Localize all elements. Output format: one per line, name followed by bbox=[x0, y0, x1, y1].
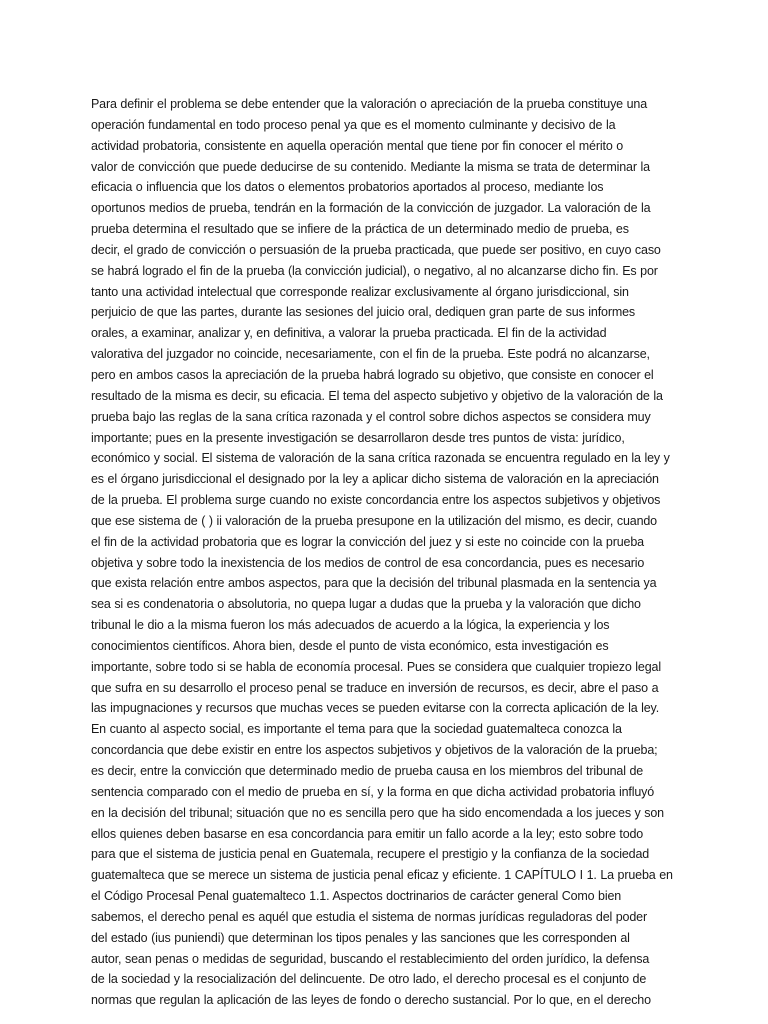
text-line: objetiva y sobre todo la inexistencia de los medios de control de esa concordancia, pues es necesario bbox=[91, 555, 645, 570]
text-line: tribunal le dio a la misma fueron los más adecuados de acuerdo a la lógica, la experiencia y los bbox=[91, 618, 610, 633]
text-line: prueba bajo las reglas de la sana crítica razonada y el control sobre dichos aspectos se considera muy bbox=[91, 409, 651, 424]
text-line: que exista relación entre ambos aspectos, para que la decisión del tribunal plasmada en la sentencia ya bbox=[91, 576, 657, 591]
text-line: se habrá logrado el fin de la prueba (la convicción judicial), o negativo, al no alcanzarse dicho fin. Es por bbox=[91, 263, 658, 278]
text-line: de la prueba. El problema surge cuando no existe concordancia entre los aspectos subjetivos y objetivos bbox=[91, 493, 661, 508]
text-line: en la decisión del tribunal; situación que no es sencilla pero que ha sido encomendada a los jueces y son bbox=[91, 805, 664, 820]
text-line: actividad probatoria, consistente en aquella operación mental que tiene por fin conocer el mérito o bbox=[91, 138, 624, 153]
text-line: económico y social. El sistema de valoración de la sana crítica razonada se encuentra regulado en la ley y bbox=[91, 451, 670, 466]
text-line: las impugnaciones y recursos que muchas veces se pueden evitarse con la correcta aplicación de la ley. bbox=[91, 701, 660, 716]
text-line: el fin de la actividad probatoria que es lograr la convicción del juez y si este no coincide con la prueba bbox=[91, 534, 644, 549]
text-line: sea si es condenatoria o absolutoria, no quepa lugar a dudas que la prueba y la valoración que dicho bbox=[91, 597, 641, 612]
text-line: autor, sean penas o medidas de seguridad, buscando el restablecimiento del orden jurídico, la defensa bbox=[91, 951, 650, 966]
text-line: oportunos medios de prueba, tendrán en la formación de la convicción de juzgador. La valoración de la bbox=[91, 201, 651, 216]
text-line: importante; pues en la presente investigación se desarrollaron desde tres puntos de vista: jurídico, bbox=[91, 430, 625, 445]
text-line: perjuicio de que las partes, durante las sesiones del juicio oral, dediquen gran parte de sus informes bbox=[91, 305, 635, 320]
text-line: normas que regulan la aplicación de las leyes de fondo o derecho sustancial. Por lo que, en el derecho bbox=[91, 993, 651, 1008]
text-line: es decir, entre la convicción que determinado medio de prueba causa en los miembros del tribunal de bbox=[91, 764, 644, 778]
text-line: concordancia que debe existir en entre los aspectos subjetivos y objetivos de la valoración de la prueba; bbox=[91, 743, 658, 758]
text-line: tanto una actividad intelectual que corresponde realizar exclusivamente al órgano jurisdiccional, sin bbox=[91, 284, 629, 299]
text-line: pero en ambos casos la apreciación de la prueba habrá logrado su objetivo, que consiste en conocer el bbox=[91, 367, 654, 382]
text-line: resultado de la misma es decir, su eficacia. El tema del aspecto subjetivo y objetivo de la valoración de la bbox=[91, 388, 663, 403]
text-line: eficacia o influencia que los datos o elementos probatorios aportados al proceso, mediante los bbox=[91, 180, 604, 195]
text-line: del estado (ius puniendi) que determinan los tipos penales y las sanciones que les corresponden al bbox=[91, 930, 630, 945]
text-line: sabemos, el derecho penal es aquél que estudia el sistema de normas jurídicas reguladoras del poder bbox=[91, 909, 647, 924]
text-line: es el órgano jurisdiccional el designado por la ley a aplicar dicho sistema de valoración en la apreciación bbox=[91, 472, 659, 487]
text-line: valor de convicción que puede deducirse de su contenido. Mediante la misma se trata de determinar la bbox=[91, 159, 650, 174]
text-line: orales, a examinar, analizar y, en definitiva, a valorar la prueba practicada. El fin de la actividad bbox=[91, 326, 607, 341]
text-line: para que el sistema de justicia penal en Guatemala, recupere el prestigio y la confianza de la sociedad bbox=[91, 847, 650, 862]
text-line: que sufra en su desarrollo el proceso penal se traduce en inversión de recursos, es decir, abre el paso a bbox=[91, 680, 659, 695]
text-line: Para definir el problema se debe entender que la valoración o apreciación de la prueba constituye una bbox=[91, 97, 647, 111]
text-line: sentencia comparado con el medio de prueba en sí, y la forma en que dicha actividad probatoria influyó bbox=[91, 784, 655, 799]
document-body-text bbox=[91, 94, 691, 1011]
text-line: guatemalteca que se merece un sistema de justicia penal eficaz y eficiente. 1 CAPÍTULO I 1. La prueba en bbox=[91, 868, 673, 883]
text-line: valorativa del juzgador no coincide, necesariamente, con el fin de la prueba. Este podrá no alcanzarse, bbox=[91, 347, 650, 362]
text-line: de la sociedad y la resocialización del delincuente. De otro lado, el derecho procesal es el conjunto de bbox=[91, 972, 647, 987]
text-line: operación fundamental en todo proceso penal ya que es el momento culminante y decisivo de la bbox=[91, 117, 616, 132]
text-line: decir, el grado de convicción o persuasión de la prueba practicada, que puede ser positivo, en cuyo caso bbox=[91, 242, 661, 257]
text-line: importante, sobre todo si se habla de economía procesal. Pues se considera que cualquier tropiezo legal bbox=[91, 659, 661, 674]
text-line: conocimientos científicos. Ahora bien, desde el punto de vista económico, esta investigación es bbox=[91, 638, 609, 653]
text-line: que ese sistema de ( ) ii valoración de la prueba presupone en la utilización del mismo, es decir, cuando bbox=[91, 513, 657, 528]
text-line: el Código Procesal Penal guatemalteco 1.1. Aspectos doctrinarios de carácter general Como bien bbox=[91, 889, 622, 904]
text-line: En cuanto al aspecto social, es importante el tema para que la sociedad guatemalteca conozca la bbox=[91, 722, 622, 737]
text-line: ellos quienes deben basarse en esa concordancia para emitir un fallo acorde a la ley; esto sobre todo bbox=[91, 826, 644, 841]
text-line: prueba determina el resultado que se infiere de la práctica de un determinado medio de prueba, es bbox=[91, 222, 629, 237]
